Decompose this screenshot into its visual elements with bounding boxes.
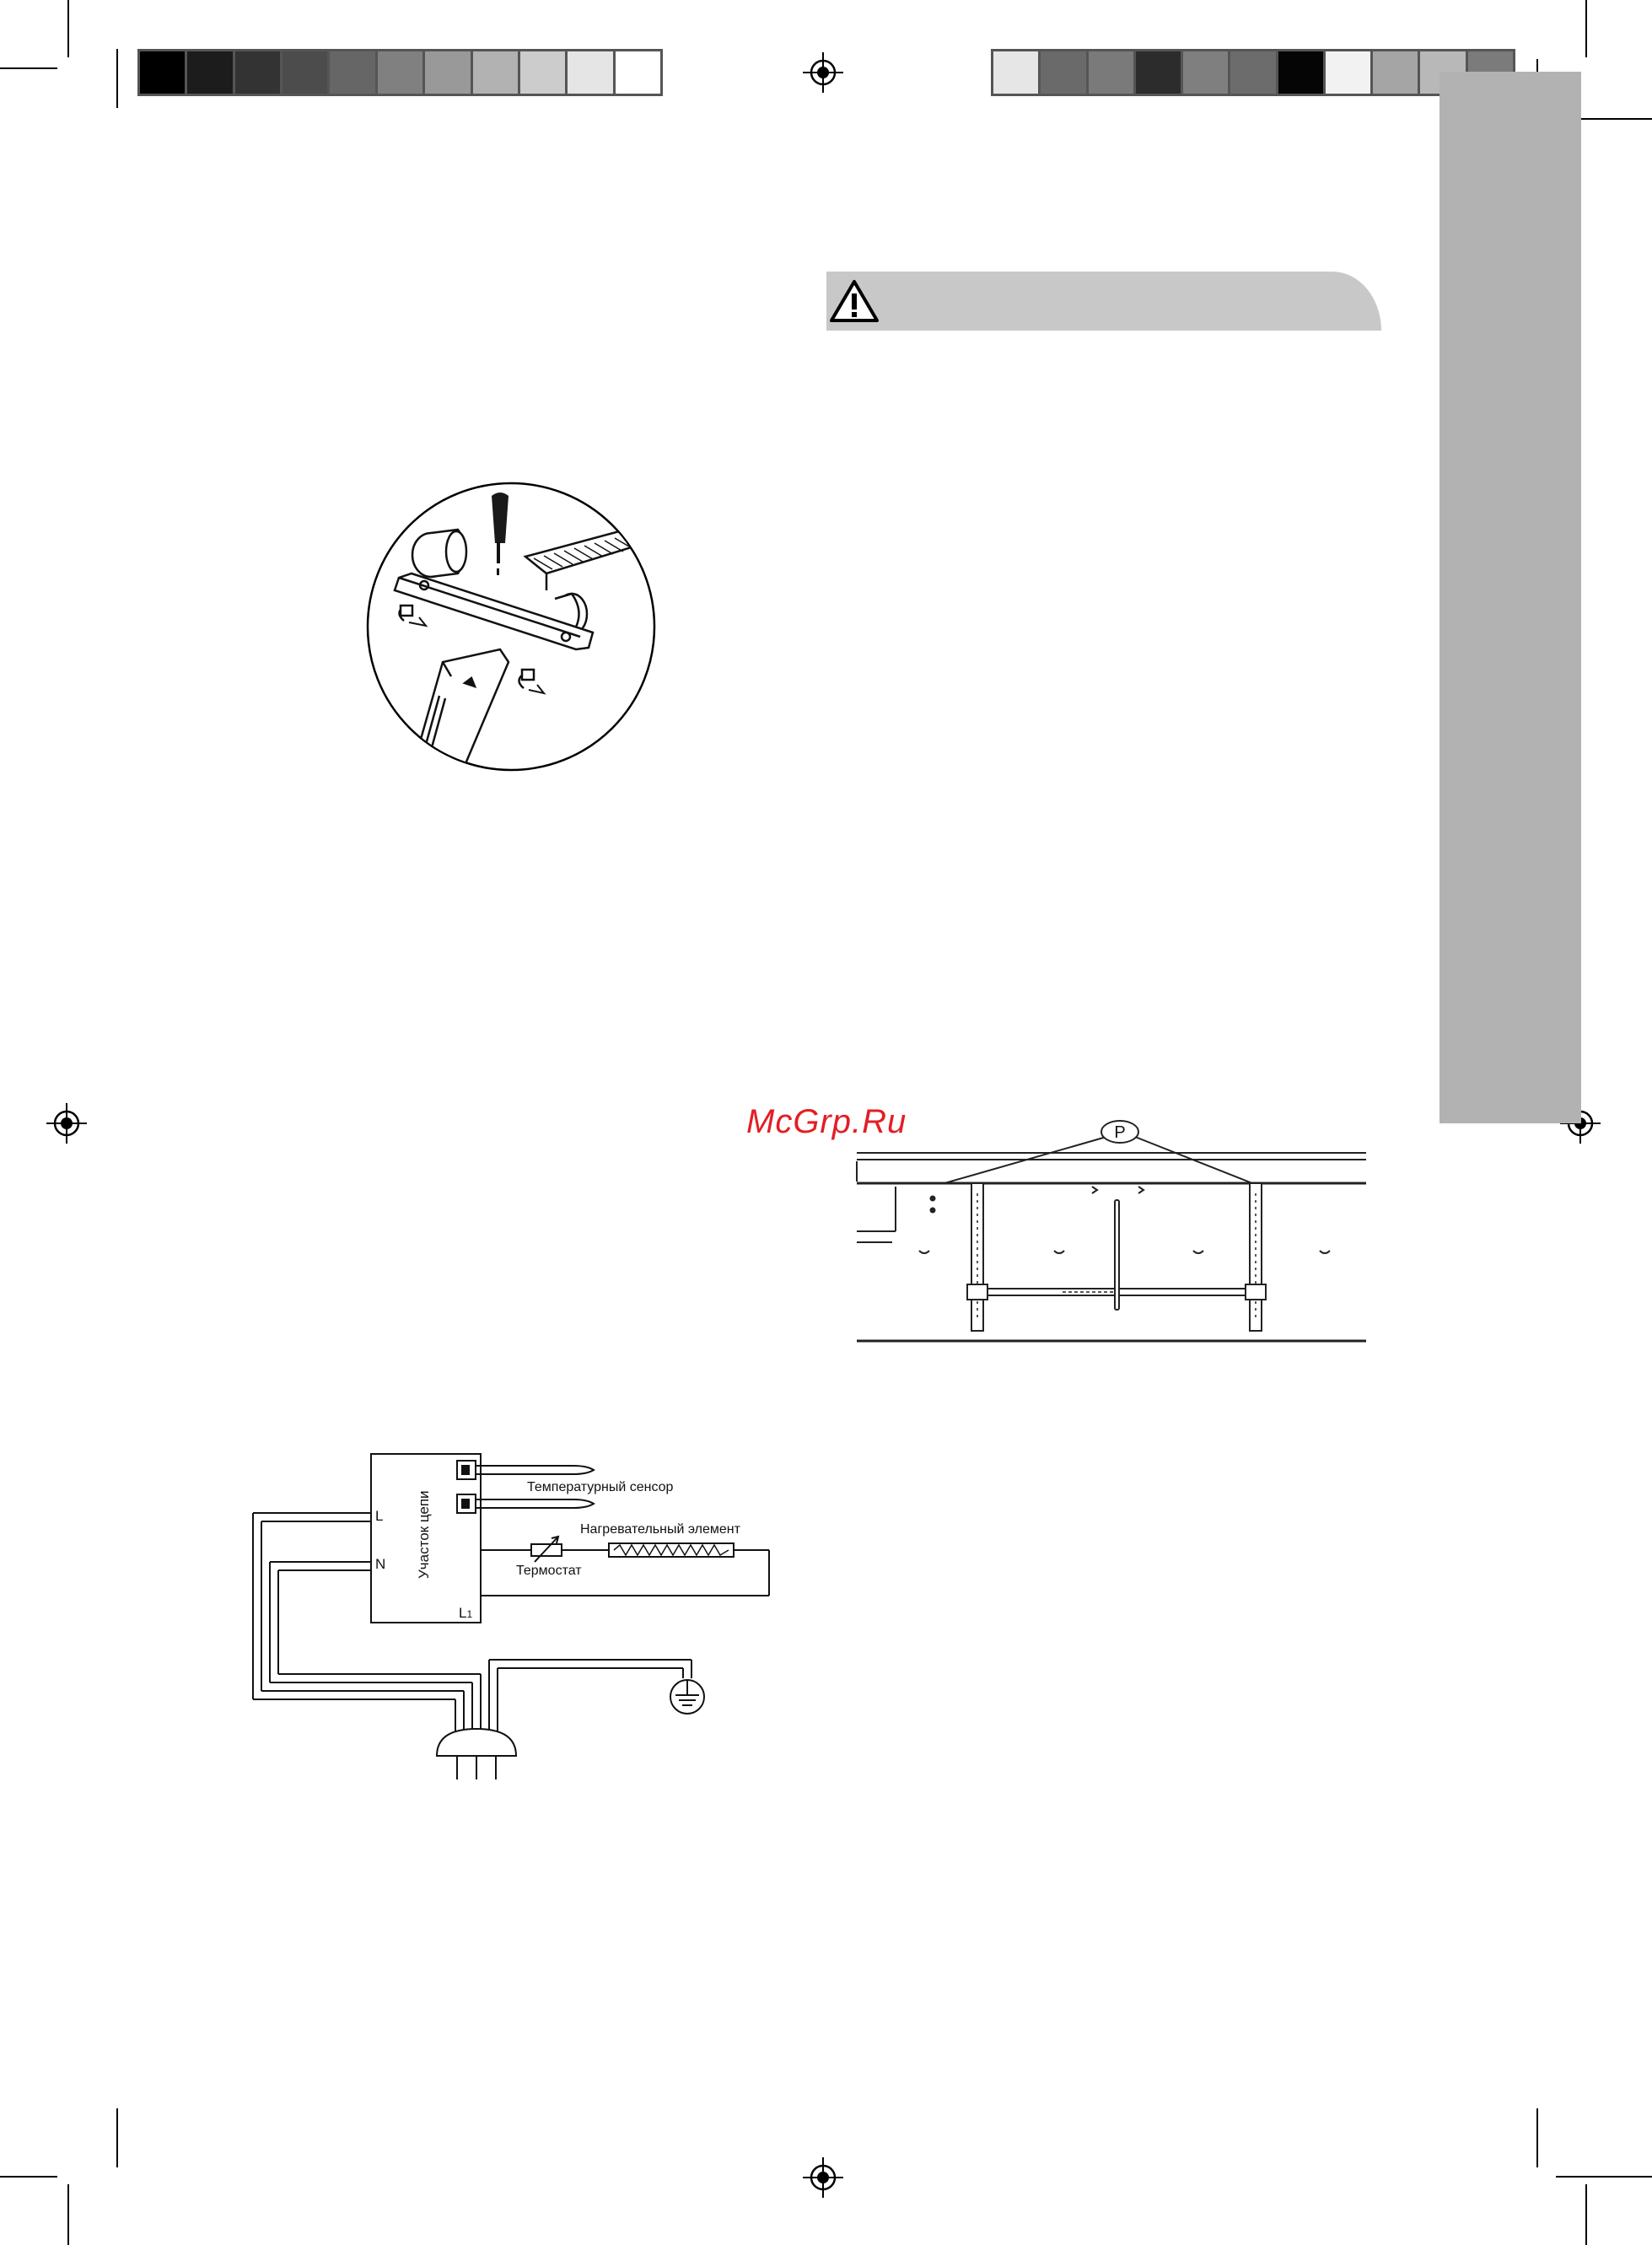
calibration-swatch bbox=[993, 51, 1041, 94]
calibration-swatch bbox=[1230, 51, 1278, 94]
heating-element-label: Нагревательный элемент bbox=[580, 1522, 740, 1537]
calibration-swatch bbox=[187, 51, 234, 94]
crop-mark-bottom-left-h bbox=[0, 2176, 57, 2178]
calibration-swatch bbox=[1041, 51, 1088, 94]
calibration-swatch bbox=[1089, 51, 1136, 94]
calibration-swatch bbox=[330, 51, 377, 94]
crop-mark-bottom-right-v2 bbox=[1536, 2108, 1538, 2167]
circuit-terminal-l: L bbox=[375, 1508, 384, 1524]
calibration-swatch bbox=[520, 51, 568, 94]
crop-mark-top-left-v2 bbox=[116, 49, 118, 108]
crop-mark-top-left-h bbox=[0, 67, 57, 69]
calibration-swatch bbox=[1326, 51, 1373, 94]
circuit-diagram bbox=[245, 1442, 784, 1796]
bracket-installation-figure bbox=[365, 481, 657, 773]
calibration-swatch bbox=[568, 51, 615, 94]
circuit-terminal-l1: L1 bbox=[459, 1605, 473, 1621]
calibration-swatch bbox=[616, 51, 660, 94]
crop-mark-bottom-right-h bbox=[1556, 2176, 1652, 2178]
calibration-strip-left bbox=[137, 49, 663, 96]
side-language-tab bbox=[1439, 72, 1581, 1123]
crop-mark-top-left-v bbox=[67, 0, 69, 57]
calibration-swatch bbox=[1183, 51, 1230, 94]
calibration-swatch bbox=[473, 51, 520, 94]
registration-mark-left-icon bbox=[46, 1103, 87, 1144]
calibration-swatch bbox=[283, 51, 330, 94]
calibration-swatch bbox=[235, 51, 283, 94]
temp-sensor-label: Температурный сенсор bbox=[527, 1480, 674, 1494]
calibration-swatch bbox=[140, 51, 187, 94]
registration-mark-bottom-icon bbox=[803, 2157, 843, 2198]
calibration-swatch bbox=[378, 51, 425, 94]
wall-mounting-figure bbox=[852, 1117, 1368, 1354]
circuit-block-label: Участок цепи bbox=[416, 1490, 432, 1579]
calibration-swatch bbox=[425, 51, 472, 94]
crop-mark-top-right-v bbox=[1585, 0, 1587, 57]
watermark-text: McGrp.Ru bbox=[746, 1103, 907, 1140]
calibration-swatch bbox=[1373, 51, 1420, 94]
crop-mark-bottom-right-v bbox=[1585, 2184, 1587, 2245]
warning-triangle-icon bbox=[828, 278, 880, 324]
calibration-strip-right bbox=[991, 49, 1515, 96]
calibration-swatch bbox=[1136, 51, 1183, 94]
registration-mark-top-icon bbox=[803, 52, 843, 93]
thermostat-label: Термостат bbox=[516, 1564, 582, 1578]
wall-figure-label-p: P bbox=[1114, 1123, 1126, 1142]
warning-header-bar bbox=[826, 272, 1381, 331]
calibration-swatch bbox=[1278, 51, 1326, 94]
crop-mark-bottom-left-v bbox=[67, 2184, 69, 2245]
crop-mark-bottom-left-v2 bbox=[116, 2108, 118, 2167]
circuit-terminal-n: N bbox=[375, 1556, 386, 1572]
